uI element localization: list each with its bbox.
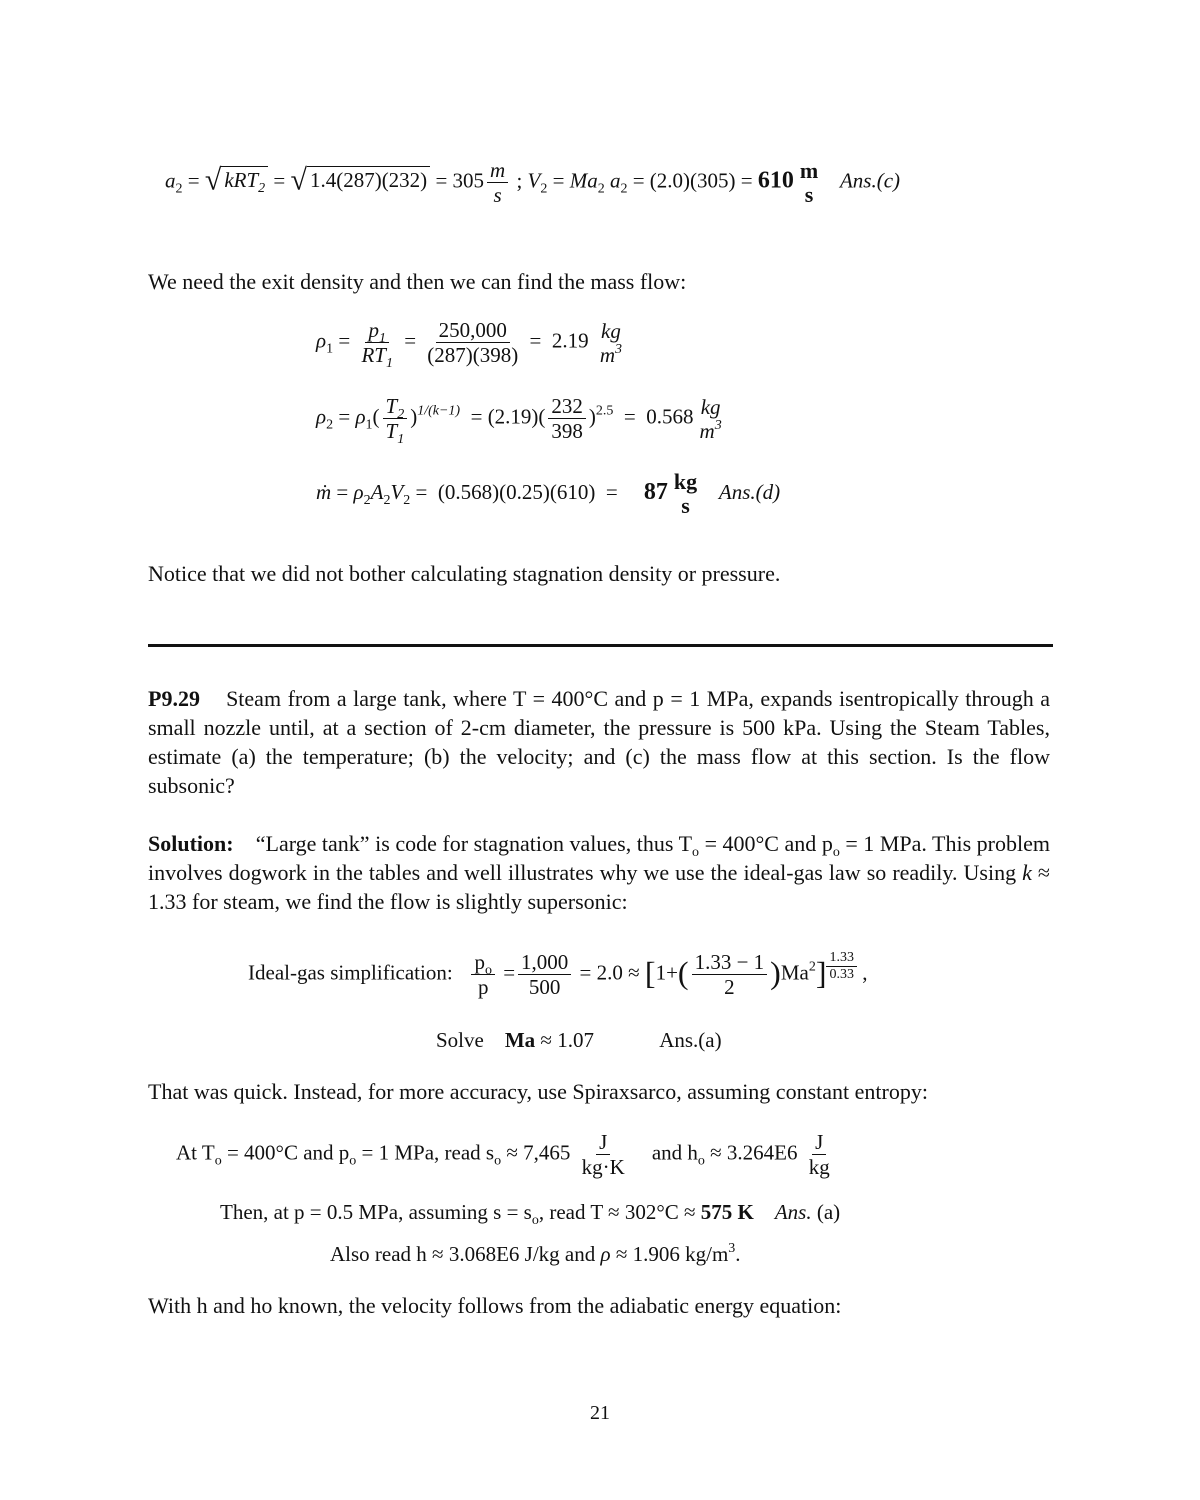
solution-label: Solution: [148, 831, 234, 856]
page-number: 21 [590, 1402, 610, 1424]
text-quick: That was quick. Instead, for more accuracy, use Spiraxsarco, assuming constant entropy: [148, 1079, 928, 1104]
equation-then-temperature: Then, at p = 0.5 MPa, assuming $s = s_o$, read T ≈ 302°C ≈ 575 K Ans. (a) [220, 1200, 841, 1228]
equation-rho1: $\rho_1$ = $\frac{p_1}{RT_1}$ = $\frac{250,000}{(287)(398)}$ = 2.19 kg $m^3$ [316, 318, 623, 371]
equation-solve-mach: Solve Ma ≈ 1.07 Ans.(a) [436, 1028, 722, 1052]
equation-mass-flow: ṁ = $\rho_2A_2V_2 = (0.568)(0.25)(610)$ = 87 kg s Ans.(d) [316, 469, 781, 518]
equation-also-read: Also read h ≈ 3.068E6 J/kg and ρ ≈ 1.906 $kg/m^3$. [330, 1241, 741, 1266]
section-divider [148, 644, 1053, 647]
solution-paragraph: Solution: “Large tank” is code for stagnation values, thus $T_o = 400^\circ C$ and $p_o = 1$ MPa. This problem involves dogwork in the tables and well illustrates why we use the ideal-gas law so readily. Using k ≈ 1.33 for steam, we find the flow is slightly supersonic: [148, 831, 1051, 914]
problem-statement: P9.29 Steam from a large tank, where T = 400°C and p = 1 MPa, expands isentropically through a small nozzle until, at a section of 2-cm diameter, the pressure is 500 kPa. Using the Steam Tables, estimate (a) the temperature; (b) the velocity; and (c) the mass flow at this section. Is the flow subsonic? [148, 686, 1050, 798]
equation-stagnation-properties: At $T_o = 400^\circ C$ and $p_o = 1$ MPa, read $s_o \approx 7,465$ $\frac{J}{kg\cdot K}$ and $h_o \approx 3.264E6$ $\frac{J}{kg}$ [176, 1130, 830, 1179]
equation-rho2: $\rho_2 = \rho_1$( $\frac{T_2}{T_1}$ )$^{1/(k-1)}$ = (2.19)( $\frac{232}{398}$ )$^{2.5}$ = 0.568 kg $m^3$ [316, 394, 722, 447]
text-velocity-intro: With h and ho known, the velocity follows from the adiabatic energy equation: [148, 1293, 842, 1318]
equation-ideal-gas: Ideal-gas simplification: $\frac{p_o}{p}$ = $\frac{1,000}{500}$ = 2.0 ≈ [1+( $\frac{1.33 - 1}{2}$ )Ma$^2$] $\frac{1.33}{0.33}$ , [248, 950, 868, 999]
problem-id: P9.29 [148, 686, 200, 711]
text-notice: Notice that we did not bother calculating stagnation density or pressure. [148, 561, 781, 586]
text-density-intro: We need the exit density and then we can find the mass flow: [148, 269, 687, 294]
equation-speed-of-sound: $a_2$ = √ kRT$_2$ = √ 1.4(287)(232) = 305 $\frac{m}{s}$ ; $V_2 = Ma_2$ $a_2 = (2.0)(305) = 610$ m s Ans.(c) [165, 157, 901, 207]
